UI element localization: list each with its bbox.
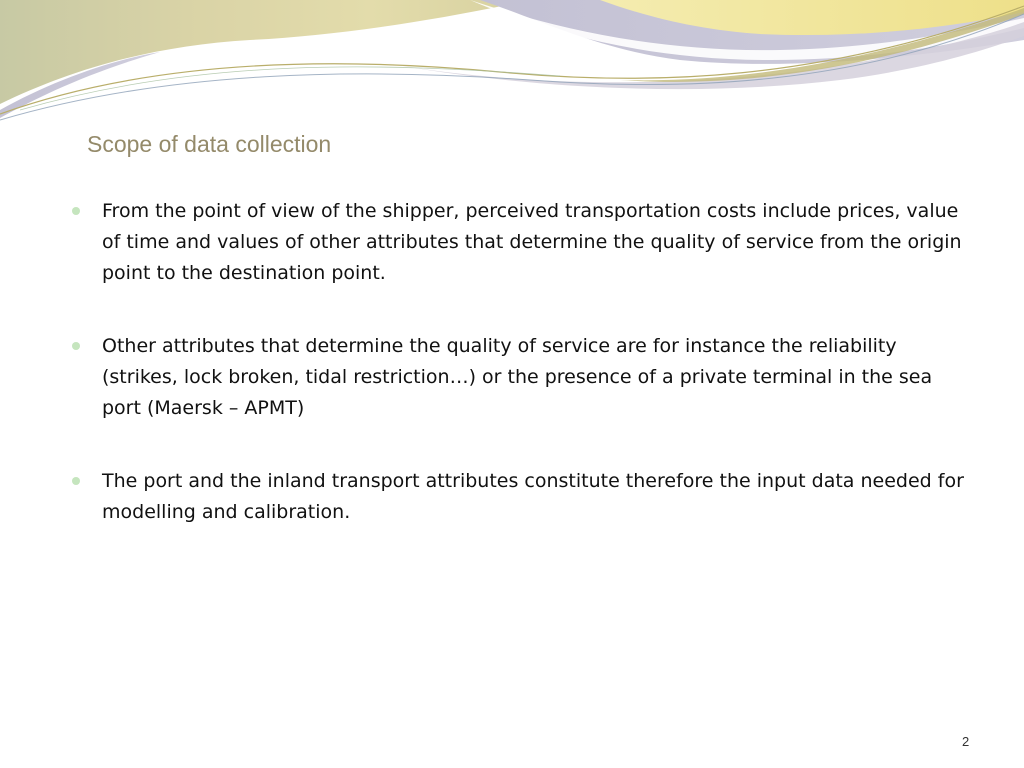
- list-item: [72, 331, 972, 424]
- bullet-text: Other attributes that determine the quality of service are for instance the reliability (strikes, lock broken, tidal restriction…) or the presence of a private terminal in the sea port (Maersk – APMT): [102, 335, 933, 419]
- bullet-icon: [72, 342, 80, 350]
- bullet-icon: [72, 207, 80, 215]
- slide-title: Scope of data collection: [87, 131, 332, 157]
- bullet-list: [72, 196, 972, 528]
- list-item: [72, 196, 972, 289]
- page-number: 2: [962, 734, 970, 749]
- list-item: [72, 466, 972, 528]
- bullet-text: From the point of view of the shipper, perceived transportation costs include prices, value of time and values of other attributes that determine the quality of service from the origin point to the destination point.: [102, 200, 962, 284]
- header-swoosh-decoration: [0, 0, 1024, 130]
- bullet-text: The port and the inland transport attributes constitute therefore the input data needed for modelling and calibration.: [102, 470, 964, 523]
- bullet-icon: [72, 477, 80, 485]
